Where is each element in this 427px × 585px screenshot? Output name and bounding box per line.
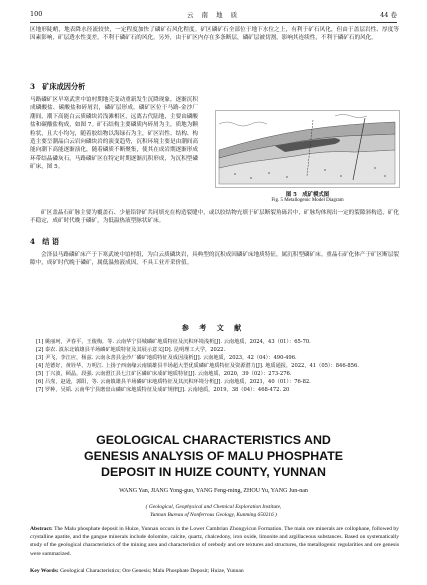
- reference-item: [5] 丁兴波，顾晶，段强. 云南澄江县七江矿区磷矿床成矿地质特征[J]. 云南地质，2020，39（02）：273-276.: [36, 371, 292, 377]
- keywords-text: Geological Characteristics; Ore Genesis; Malu Phosphate Deposit; Huize, Yunnan: [60, 568, 244, 574]
- section-4-heading: 4 结 语: [30, 237, 60, 246]
- english-abstract: [30, 525, 399, 558]
- reference-list: [36, 338, 399, 394]
- references-title: 参 考 文 献: [181, 323, 246, 332]
- figure-caption-cn: 图 5 成矿模式图: [285, 192, 330, 198]
- reference-item: [2] 泰农. 滇东北镇雄县羊场磷矿地质特征及其展示意义[D]. 昆明理工大学，2022.: [36, 347, 226, 353]
- english-authors: WANG Yan, JIANG Yong-guo, YANG Feng-ming, ZHOU Yu, YANG Jun-nan: [119, 488, 308, 494]
- volume-number: 44 卷: [380, 11, 397, 19]
- genesis-paragraph: 马路磷矿区早寒武世中谊村期地壳变动重新发生沉降现象，逐渐沉积成磷酸盐、碳酸盐和碎屑岩，磷矿层形成。磷矿区位于马路-金沙厂潮间、潮下高能白云质磷块岩浅滩相区，远离古代陆地，主要由磷酸盐和碳酸盐构成，如图 7。矿石结构主要磷质内碎屑为主，质地为颗粒状，且大小均匀，随着胶结物以海绿石为主，矿区岩性、结构、构造主要呈潮晶白云岩向磷块岩的演变趋势，沉积环境主要是由潮间高能向潮下高能逐渐演化，随着磷质不断聚集，使其在成岩期逐渐形成环带结晶磷灰石。马路磷矿区在特定时期逐渐沉积形成，为沉积型磷矿床，图 5。: [30, 97, 198, 171]
- model-diagram: [215, 110, 400, 188]
- reference-item: [6] 吕焘，赵逊，郭阳，等. 云南镇雄县羊场磷矿床地质特征及其沉积环境分析[J]. 云南地质，2021，40（01）：76-82.: [36, 379, 311, 385]
- abstract-text: The Malu phosphate deposit in Huize, Yunnan occurs in the Lower Cambrian Zhongyicun Formation. The main ore minerals are collophane, followed by crystalline apatite, and the gangue minerals include dolomite, calcite, quartz, chalcedony, iron oxide, limonite and argillaceous substances. Based on systematically study of the geological characteristics of the mining area and characteristics of orebody and ore textures and structures, the metallogenic regularities and ore genesis were summarized.: [30, 526, 399, 557]
- english-title-line: GENESIS ANALYSIS OF MALU PHOSPHATE: [83, 449, 344, 463]
- weathering-paragraph: 区地形陡峭，地表降水径流较快，一定程度加快了磷矿石风化程度。矿区磷矿石全部位于地下水位之上，有利于矿石风化，但由于盖层岩性、厚度等因素影响，矿层透水性变差，不利于磷矿石的风化。另外，由于矿区内存在多条断层，磷矿层被切割，影响其连续性，不利于磷矿石的风化。: [30, 27, 399, 42]
- page-header: [30, 8, 397, 23]
- affiliation-line: ( Geological, Geophysical and Chemical Exploration Institute,: [145, 504, 282, 510]
- conclusion-paragraph: 会泽县马路磷矿床产于下寒武统中谊村组，为白云质磷块岩，具典型的沉积成因磷矿床地质特征，属沉积型磷矿床。重晶石矿化体产于矿区断层裂隙中，成矿时代晚于磷矿，属低温热液成因，不具工业开采价值。: [30, 252, 400, 267]
- english-title: [20, 432, 407, 480]
- abstract-label: Abstract:: [30, 526, 53, 532]
- section-3-heading: 3 矿床成因分析: [30, 82, 86, 91]
- reference-item: [1] 姚丽珂，尹春平，王俊梅，等. 云南华宁县城磷矿地质特征及沉积环境浅析[J]. 云南地质，2024，43（01）：65-70.: [36, 339, 311, 345]
- journal-name: 云 南 地 质: [186, 11, 241, 19]
- reference-item: [3] 尹飞，李江应，杨兹. 云南永善县金沙厂磷矿地质特征及成因浅析[J]. 云南地质，2023，42（04）：490-496.: [36, 355, 297, 361]
- figure-caption-en: Fig. 5 Metallogenic Model Diagram: [271, 198, 344, 203]
- keywords-label: Key Words:: [30, 568, 59, 574]
- metallogenic-model-figure: [215, 110, 400, 188]
- reference-item: [7] 罗种，吴韬. 云南华宁县磨盘山磷矿床地质特征及成矿规律[J]. 云南地质，2019，38（04）：468-472. 20: [36, 387, 290, 393]
- english-affiliation: [0, 503, 427, 519]
- page-number: 100: [30, 10, 43, 18]
- affiliation-line: Yunnan Bureau of Nonferrous Geology, Kunming 650216 ): [150, 512, 277, 518]
- barite-paragraph: 矿区盖晶石矿脉主要为覆盖石、少量铅锌矿共同填充在构造裂缝中，或以胶结物充填于矿层断裂角砾岩中，矿脉均体现出一定的裂隙斜构造，矿化不稳定，成矿时代晚于磷矿，为低温热液型脉状矿床。: [30, 210, 400, 225]
- english-title-line: GEOLOGICAL CHARACTERISTICS AND: [96, 433, 331, 447]
- reference-item: [4] 范德好，黄铨华，万明江. 上扬子西南缘云南镇雄县羊场超大型优质磷矿地质特征及资源潜力[J]. 地质通报，2022，41（05）：846-856.: [36, 363, 359, 369]
- english-title-line: DEPOSIT IN HUIZE COUNTY, YUNNAN: [101, 465, 326, 479]
- english-keywords: [30, 568, 399, 574]
